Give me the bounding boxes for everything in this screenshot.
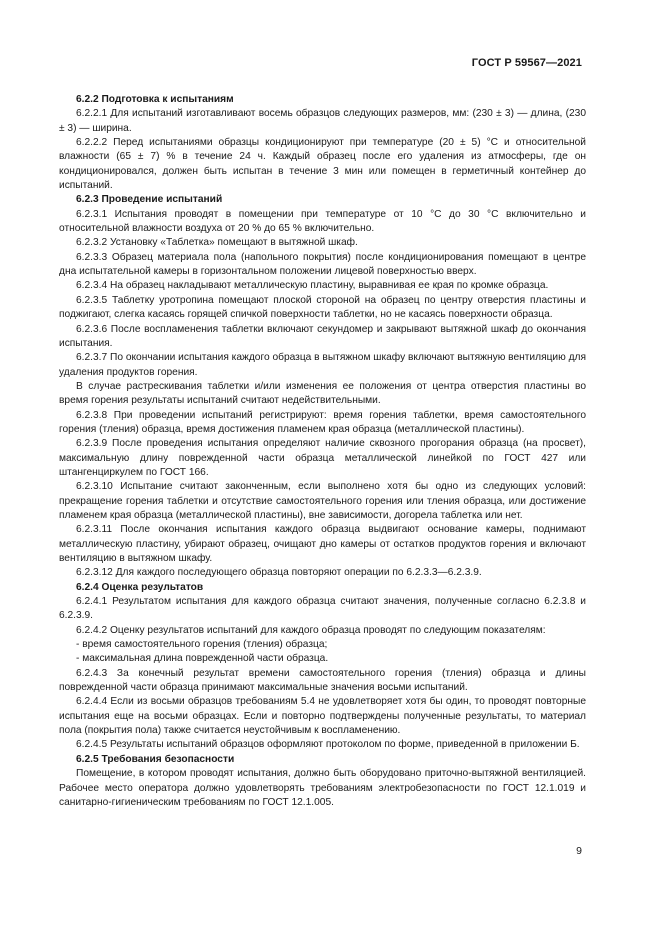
paragraph: 6.2.3.1 Испытания проводят в помещении при температуре от 10 °С до 30 °С включительно и относительной влажности воздуха от 20 % до 65 % включительно. bbox=[59, 208, 586, 235]
list-item: - время самостоятельного горения (тления) образца; bbox=[76, 639, 328, 651]
paragraph: Помещение, в котором проводят испытания, должно быть оборудовано приточно-вытяжной вентиляцией. Рабочее место оператора должно удовлетворять требованиям электробезопасности по ГОСТ 12.1.019 и санитарно-гигиеническим требованиям по ГОСТ 12.1.005. bbox=[59, 768, 586, 808]
paragraph: 6.2.3.7 По окончании испытания каждого образца в вытяжном шкафу включают вытяжную вентиляцию для удаления продуктов горения. bbox=[59, 352, 586, 378]
paragraph: 6.2.3.11 После окончания испытания каждого образца выдвигают основание камеры, поднимают металлическую пластину, убирают образец, очищают дно камеры от остатков продуктов горения и включают вентиляцию в вытяжном шкафу. bbox=[59, 524, 586, 564]
paragraph: 6.2.2.2 Перед испытаниями образцы кондиционируют при температуре (20 ± 5) °С и относительной влажности (65 ± 7) % в течение 24 ч. Каждый образец после его удаления из атмосферы, где он кондиционировался, должен быть испытан в течение 3 мин или помещен в герметичный контейнер до испытаний. bbox=[59, 137, 586, 192]
standard-designation: ГОСТ Р 59567—2021 bbox=[471, 57, 582, 69]
paragraph: 6.2.4.1 Результатом испытания для каждого образца считают значения, полученные согласно 6.2.3.8 и 6.2.3.9. bbox=[59, 596, 586, 622]
paragraph: 6.2.3.12 Для каждого последующего образца повторяют операции по 6.2.3.3—6.2.3.9. bbox=[76, 567, 482, 579]
paragraph: 6.2.3.2 Установку «Таблетка» помещают в вытяжной шкаф. bbox=[76, 237, 358, 249]
paragraph: 6.2.4.3 За конечный результат времени самостоятельного горения (тления) образца и длины поврежденной части образца принимают максимальные значения восьми испытаний. bbox=[59, 667, 586, 694]
paragraph: 6.2.3.10 Испытание считают законченным, если выполнено хотя бы одно из следующих условий: прекращение горения таблетки и отсутствие самостоятельного горения или тления образца, или достижение пламенем края образца (металлической пластины), вне зависимости, догорела таблетка или нет. bbox=[59, 481, 586, 521]
paragraph: 6.2.3.9 После проведения испытания определяют наличие сквозного прогорания образца (на просвет), максимальную длину поврежденной части образца металлической линейкой по ГОСТ 427 или штангенциркулем по ГОСТ 166. bbox=[59, 438, 586, 478]
section-heading: 6.2.2 Подготовка к испытаниям bbox=[76, 94, 234, 105]
paragraph: 6.2.4.5 Результаты испытаний образцов оформляют протоколом по форме, приведенной в приложении Б. bbox=[76, 739, 580, 751]
paragraph: 6.2.3.4 На образец накладывают металлическую пластину, выравнивая ее края по кромке образца. bbox=[76, 280, 549, 292]
section-heading: 6.2.3 Проведение испытаний bbox=[76, 194, 223, 206]
section-heading: 6.2.4 Оценка результатов bbox=[76, 581, 204, 593]
page-number: 9 bbox=[576, 845, 582, 857]
paragraph: 6.2.3.8 При проведении испытаний регистрируют: время горения таблетки, время самостоятельного горения (тления) образца, время достижения пламенем края образца (металлической пластины). bbox=[59, 409, 586, 435]
body-text bbox=[59, 93, 586, 810]
list-item: - максимальная длина поврежденной части образца. bbox=[76, 653, 329, 665]
paragraph: 6.2.3.6 После воспламенения таблетки включают секундомер и закрывают вытяжной шкаф до окончания испытания. bbox=[59, 323, 586, 349]
paragraph: В случае растрескивания таблетки и/или изменения ее положения от центра отверстия пластины во время горения результаты испытаний считают недействительными. bbox=[59, 380, 586, 407]
paragraph: 6.2.2.1 Для испытаний изготавливают восемь образцов следующих размеров, мм: (230 ± 3) — длина, (230 ± 3) — ширина. bbox=[59, 108, 586, 134]
paragraph: 6.2.3.5 Таблетку уротропина помещают плоской стороной на образец по центру отверстия пластины и поджигают, слегка касаясь горящей спичкой поверхности таблетки, но не касаясь поверхности образца. bbox=[59, 294, 586, 321]
section-heading: 6.2.5 Требования безопасности bbox=[76, 753, 235, 765]
paragraph: 6.2.3.3 Образец материала пола (напольного покрытия) после кондиционирования помещают в центре дна испытательной камеры в горизонтальном положении лицевой поверхностью вверх. bbox=[59, 251, 586, 278]
paragraph: 6.2.4.2 Оценку результатов испытаний для каждого образца проводят по следующим показателям: bbox=[76, 624, 546, 636]
paragraph: 6.2.4.4 Если из восьми образцов требованиям 5.4 не удовлетворяет хотя бы один, то проводят повторные испытания еще на восьми образцах. Если и повторно подтверждены полученные результаты, то материал пола (покрытия пола) также считается неустойчивым к воспламенению. bbox=[59, 696, 586, 737]
